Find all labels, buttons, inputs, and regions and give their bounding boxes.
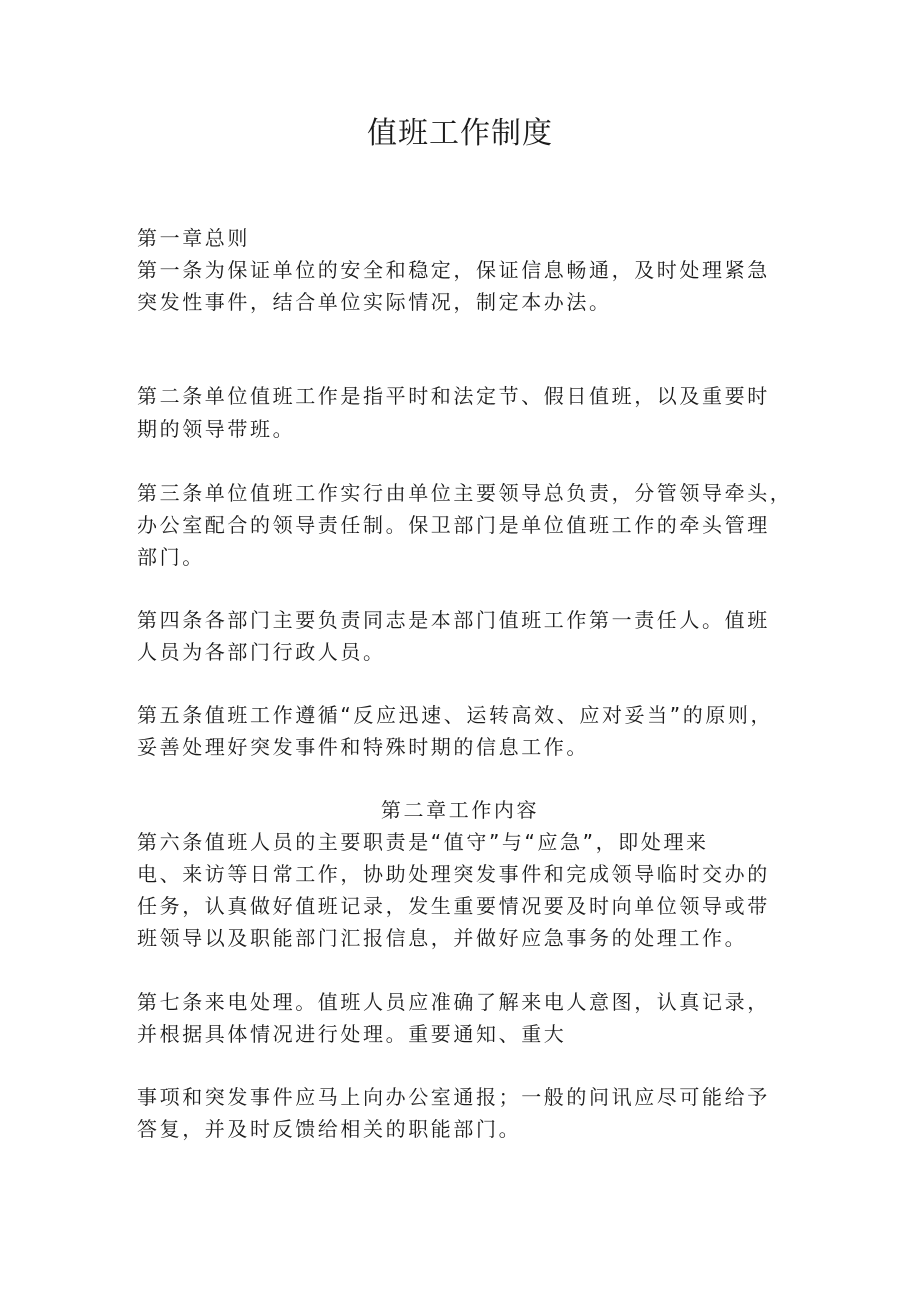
article-1-line-2: 突发性事件，结合单位实际情况，制定本办法。 <box>137 290 612 314</box>
article-2-line-2: 期的领导带班。 <box>137 417 296 441</box>
chapter-1-heading: 第一章总则 <box>137 226 250 250</box>
article-2-line-1: 第二条单位值班工作是指平时和法定节、假日值班，以及重要时 <box>137 384 770 408</box>
article-4-line-1: 第四条各部门主要负责同志是本部门值班工作第一责任人。值班 <box>137 608 770 632</box>
article-6-line-1: 第六条值班人员的主要职责是“值守”与“应急”，即处理来 <box>137 830 709 854</box>
article-6-line-3: 任务，认真做好值班记录，发生重要情况要及时向单位领导或带 <box>137 894 770 918</box>
document-title: 值班工作制度 <box>367 116 553 151</box>
article-6-line-2: 电、来访等日常工作，协助处理突发事件和完成领导临时交办的 <box>137 862 770 886</box>
article-3-line-1: 第三条单位值班工作实行由单位主要领导总负责，分管领导牵头， <box>137 481 793 505</box>
article-7-line-1: 第七条来电处理。值班人员应准确了解来电人意图，认真记录， <box>137 990 770 1014</box>
article-6-line-4: 班领导以及职能部门汇报信息，并做好应急事务的处理工作。 <box>137 926 748 950</box>
article-1-line-1: 第一条为保证单位的安全和稳定，保证信息畅通，及时处理紧急 <box>137 258 770 282</box>
article-7-line-2: 并根据具体情况进行处理。重要通知、重大 <box>137 1022 567 1046</box>
article-5-line-2: 妥善处理好突发事件和特殊时期的信息工作。 <box>137 735 589 759</box>
article-7-line-3: 事项和突发事件应马上向办公室通报；一般的问讯应尽可能给予 <box>137 1085 770 1109</box>
article-4-line-2: 人员为各部门行政人员。 <box>137 640 386 664</box>
chapter-2-heading: 第二章工作内容 <box>380 798 540 822</box>
article-7-line-4: 答复，并及时反馈给相关的职能部门。 <box>137 1117 522 1141</box>
article-3-line-3: 部门。 <box>137 545 205 569</box>
article-5-line-1: 第五条值班工作遵循“反应迅速、运转高效、应对妥当”的原则， <box>137 703 774 727</box>
article-3-line-2: 办公室配合的领导责任制。保卫部门是单位值班工作的牵头管理 <box>137 513 770 537</box>
